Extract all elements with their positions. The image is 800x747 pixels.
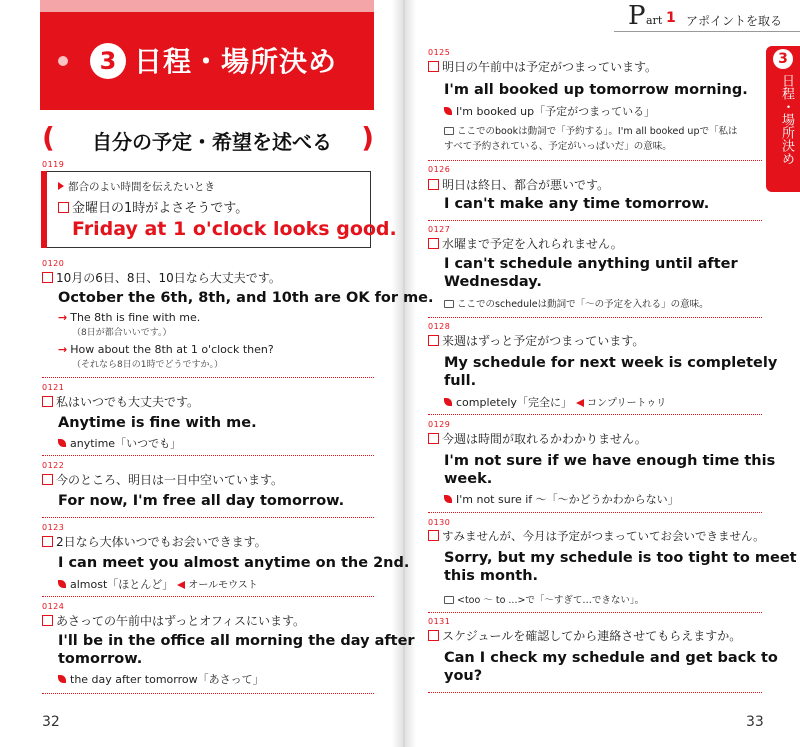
leaf-icon xyxy=(58,439,66,447)
vocab-note: the day after tomorrow「あさって」 xyxy=(58,671,264,687)
alt-phrase: → How about the 8th at 1 o'clock then? xyxy=(58,343,274,356)
entry-number: 0125 xyxy=(428,48,451,57)
paren-open-icon: ( xyxy=(42,121,55,154)
alt-phrase-jp: （それなら8日の1時でどうですか。） xyxy=(72,360,223,370)
arrow-right-icon: → xyxy=(58,343,68,356)
divider xyxy=(42,455,374,456)
divider xyxy=(428,317,762,318)
triangle-icon xyxy=(58,182,64,190)
megaphone-icon xyxy=(177,581,185,589)
entry-en: I'm all booked up tomorrow morning. xyxy=(444,82,748,98)
divider xyxy=(428,512,762,513)
leaf-icon xyxy=(444,398,452,406)
entry-jp: 明日の午前中は予定がつまっています。 xyxy=(428,58,657,75)
section-title: 自分の予定・希望を述べる xyxy=(92,130,332,154)
running-head-art: art xyxy=(646,14,663,27)
arrow-right-icon: → xyxy=(58,311,68,324)
checkbox-icon[interactable] xyxy=(42,615,53,626)
checkbox-icon[interactable] xyxy=(428,61,439,72)
divider xyxy=(428,160,762,161)
alt-phrase: → The 8th is fine with me. xyxy=(58,311,201,324)
divider xyxy=(428,414,762,415)
explanation: ここでのscheduleは動詞で「～の予定を入れる」の意味。 xyxy=(444,296,709,310)
entry-jp: 明日は終日、都合が悪いです。 xyxy=(428,176,609,193)
checkbox-icon[interactable] xyxy=(58,202,69,213)
book-icon xyxy=(444,127,454,135)
divider xyxy=(42,693,374,694)
leaf-icon xyxy=(58,675,66,683)
chapter-title: 日程・場所決め xyxy=(134,45,338,78)
right-page xyxy=(410,0,800,747)
checkbox-icon[interactable] xyxy=(428,433,439,444)
explanation: <too ～ to ...>で「～すぎて…できない」。 xyxy=(444,592,644,606)
vocab-note: I'm booked up「予定がつまっている」 xyxy=(444,103,655,119)
entry-jp: 来週はずっと予定がつまっています。 xyxy=(428,332,644,349)
entry-en: I can't make any time tomorrow. xyxy=(444,196,710,212)
entry-en-line1: I'll be in the office all morning the day after xyxy=(58,633,415,649)
checkbox-icon[interactable] xyxy=(428,238,439,249)
entry-number: 0126 xyxy=(428,165,451,174)
vocab-note: almost「ほとんど」 オールモウスト xyxy=(58,576,258,592)
checkbox-icon[interactable] xyxy=(428,630,439,641)
divider xyxy=(428,612,762,613)
entry-number: 0119 xyxy=(42,160,65,169)
entry-jp: 今週は時間が取れるかわかりません。 xyxy=(428,430,647,447)
entry-en-line1: Can I check my schedule and get back to xyxy=(444,650,778,666)
entry-jp: あさっての午前中はずっとオフィスにいます。 xyxy=(42,612,305,629)
side-tab-text: 日程・場所決め xyxy=(779,74,794,165)
leaf-icon xyxy=(444,495,452,503)
entry-en-line2: you? xyxy=(444,668,483,684)
alt-phrase-jp: （8日が都合いいです。） xyxy=(72,328,172,338)
vocab-note: I'm not sure if ～「～かどうかわからない」 xyxy=(444,491,679,507)
entry-number: 0124 xyxy=(42,602,65,611)
divider xyxy=(42,596,374,597)
divider xyxy=(428,692,762,693)
book-icon xyxy=(444,596,454,604)
entry-jp: 10月の6日、8日、10日なら大丈夫です。 xyxy=(42,269,281,286)
checkbox-icon[interactable] xyxy=(428,179,439,190)
vocab-note: completely「完全に」 コンプリートゥリ xyxy=(444,394,666,410)
entry-number: 0129 xyxy=(428,420,451,429)
entry-jp: すみませんが、今月は予定がつまっていてお会いできません。 xyxy=(428,528,765,544)
running-head-rule xyxy=(614,31,800,32)
featured-en: Friday at 1 o'clock looks good. xyxy=(72,218,397,240)
entry-en-line2: this month. xyxy=(444,568,539,584)
book-icon xyxy=(444,300,454,308)
entry-jp: 金曜日の1時がよさそうです。 xyxy=(58,197,248,216)
situation-text: 都合のよい時間を伝えたいとき xyxy=(58,179,215,194)
entry-en: Anytime is fine with me. xyxy=(58,415,257,431)
entry-number: 0121 xyxy=(42,383,65,392)
running-head-title: アポイントを取る xyxy=(686,14,783,28)
entry-jp: 私はいつでも大丈夫です。 xyxy=(42,393,199,410)
entry-en-line2: full. xyxy=(444,373,477,389)
checkbox-icon[interactable] xyxy=(42,474,53,485)
featured-box-accent xyxy=(41,171,47,248)
page-number: 33 xyxy=(746,714,764,730)
megaphone-icon xyxy=(576,399,584,407)
explanation: すべて予約されている、予定がいっぱいだ」の意味。 xyxy=(444,141,672,152)
explanation: ここでのbookは動詞で「予約する」。I'm all booked upで「私は xyxy=(444,123,737,137)
entry-jp: 2日なら大体いつでもお会いできます。 xyxy=(42,533,267,550)
entry-en-line1: My schedule for next week is completely xyxy=(444,355,778,371)
entry-en-line2: Wednesday. xyxy=(444,274,542,290)
entry-en: I can meet you almost anytime on the 2nd. xyxy=(58,555,410,571)
entry-en-line1: Sorry, but my schedule is too tight to meet xyxy=(444,550,797,566)
page-number: 32 xyxy=(42,714,60,730)
chapter-number: 3 xyxy=(90,43,126,79)
entry-number: 0123 xyxy=(42,523,65,532)
entry-number: 0128 xyxy=(428,322,451,331)
entry-en-line2: week. xyxy=(444,471,493,487)
entry-jp: 水曜まで予定を入れられません。 xyxy=(428,235,623,252)
entry-en-line2: tomorrow. xyxy=(58,651,143,667)
entry-jp: スケジュールを確認してから連絡させてもらえますか。 xyxy=(428,627,741,644)
divider xyxy=(428,220,762,221)
section-heading xyxy=(42,121,374,156)
running-head-part-number: 1 xyxy=(666,10,676,26)
entry-en: For now, I'm free all day tomorrow. xyxy=(58,493,345,509)
entry-jp: 今のところ、明日は一日中空いています。 xyxy=(42,471,283,488)
leaf-icon xyxy=(58,580,66,588)
checkbox-icon[interactable] xyxy=(42,396,53,407)
entry-en: October the 6th, 8th, and 10th are OK for me. xyxy=(58,290,434,306)
checkbox-icon[interactable] xyxy=(428,335,439,346)
entry-en-line1: I can't schedule anything until after xyxy=(444,256,738,272)
divider xyxy=(42,517,374,518)
leaf-icon xyxy=(444,107,452,115)
vocab-note: anytime「いつでも」 xyxy=(58,435,181,451)
running-head-p: P xyxy=(628,1,646,31)
banner-dot-icon xyxy=(58,56,68,66)
entry-number: 0122 xyxy=(42,461,65,470)
entry-en-line1: I'm not sure if we have enough time this xyxy=(444,453,776,469)
entry-number: 0127 xyxy=(428,225,451,234)
checkbox-icon[interactable] xyxy=(428,530,439,541)
divider xyxy=(42,377,374,378)
side-tab-number: 3 xyxy=(773,49,793,69)
entry-number: 0120 xyxy=(42,259,65,268)
paren-close-icon: ) xyxy=(361,121,374,154)
checkbox-icon[interactable] xyxy=(42,272,53,283)
entry-number: 0130 xyxy=(428,518,451,527)
entry-number: 0131 xyxy=(428,617,451,626)
checkbox-icon[interactable] xyxy=(42,536,53,547)
